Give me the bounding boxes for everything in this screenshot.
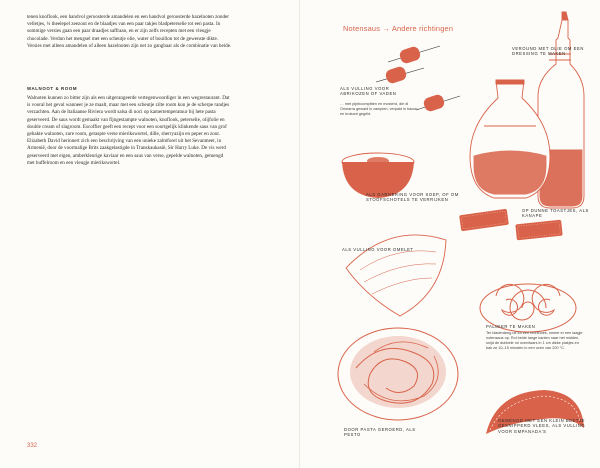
page-title: Notensaus → Andere richtingen — [343, 24, 454, 33]
label-stuffing: ALS VULLING VOOR ABRIKOZEN OF VADEN — [340, 86, 397, 97]
body-paragraph-2: Walnoten kunnen zo bitter zijn als een uitgerangeerde vertegenwoordiger in een wegrestaurant. Dat is vooral het geval wanneer je ze maalt, maar met een scheutje zilte room kun je de scherpe randjes verzachten. Aan de Italiaanse Riviera wordt salsa di noci op kamertemperatuur bij hete pasta geserveerd. De saus wordt gemaakt van fijngestampte walnoten, knoflook, peterselie, olijfolie en double cream of slagroom. Escoffier geeft een recept voor een soortgelijk klinkende saus van grof gehakte walnoten, zure room, geraspte verse mierikswortel, dille, sherryazijn en peper en zout. Elizabeth David herinnert zich een beschrijving van een unieke zalmforel uit het Sevanmeer, in Armenië, door de voormalige Brits zaakgelastigde in Transkaukasië, Sir Harry Luke. De vis werd geserveerd met eigen, amberkleurige kaviaar en een saus van verse, gepelde walnoten, gemengd met buffelroom en een vleugje mierikswortel. — [27, 95, 230, 166]
subheading-walnoot-room: WALNOOT & ROOM — [27, 86, 78, 91]
illustrations — [300, 0, 600, 468]
body-paragraph-1: tenen knoflook, een handvol geroosterde amandelen en een handvol geroosterde hazelnoten zonder velletjes, ¼ theelepel zeezout en de blaadjes van een paar takjes bladpeterselie tot een pasta. In sommige versies gaan een paar draadjes saffraan, en er zijn zelfs recepten met een vleugje chocolade. Verdun het mengsel met een scheutje olie, water of bouillon tot de gewenste dikte. Versies met alleen amandelen of alleen hazelnoten zijn net zo gangbaar als de combinatie van beide. — [27, 14, 232, 49]
page-number: 332 — [27, 443, 38, 449]
label-pasta: DOOR PASTA GEROERD, ALS PESTO — [344, 427, 416, 438]
label-pastry: PALMIER TE MAKEN — [486, 324, 536, 329]
pasta-plate-illustration — [338, 328, 458, 420]
label-empanada: GEMENGD MET EEN KLEIN BEETJE GESNIPPERD VLEES, ALS VULLING VOOR EMPANADA'S — [498, 418, 586, 434]
label-omelet: ALS VULLING VOOR OMELET — [342, 247, 414, 252]
right-page — [300, 0, 600, 468]
label-toast: OP DUNNE TOASTJES, ALS KANAPE — [522, 208, 589, 219]
label-soup: ALS GARNERING VOOR SOEP, OF OM STOOFSCHOTELS TE VERRIJKEN — [366, 192, 459, 203]
label-vinaigrette: VEROUND MET OLIE OM EEN DRESSING TE MAKEN — [512, 46, 584, 57]
note-stuffing: … met pijnboompitten en mosterd, die di Onmarra gewald in zampieri, verpakt in bacon en krokant gegrild. — [340, 102, 418, 116]
note-pastry: Ter bladerdeeg uit tot een rechthoek, smeer er een laagje notensaus op. Rol beide lange kanten naar het midden, snijd de dubbele rol overdwars in 1 cm dikke plakjes en bak ze 10–15 minuten in een oven van 200 °C. — [486, 331, 583, 350]
